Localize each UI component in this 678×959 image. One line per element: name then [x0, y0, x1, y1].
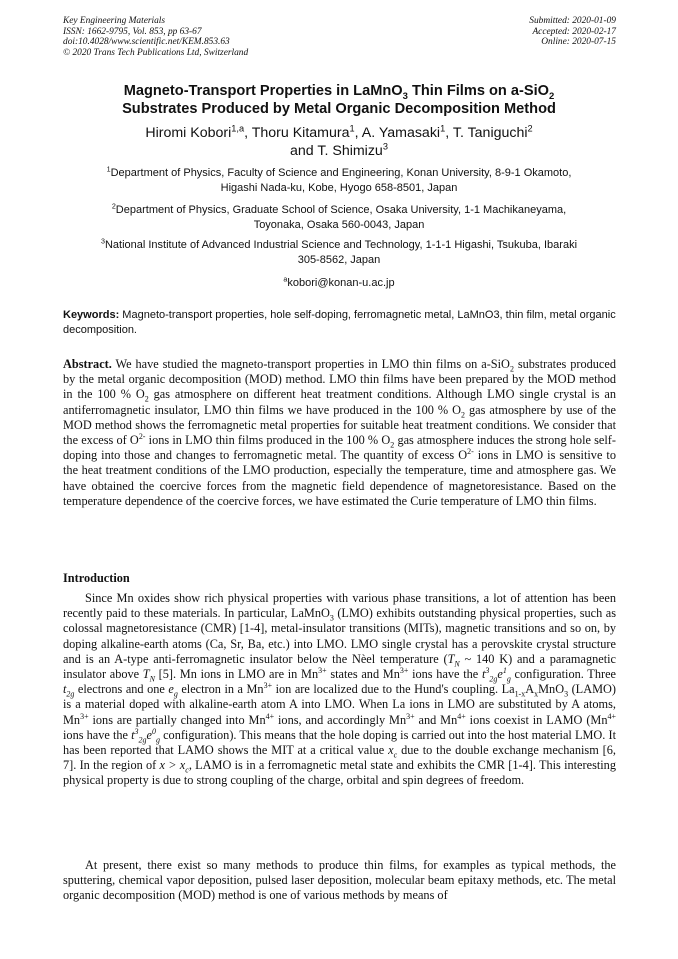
journal-copyright: © 2020 Trans Tech Publications Ltd, Switzerland — [63, 47, 249, 58]
keywords-label: Keywords: — [63, 309, 120, 321]
submitted-date: Submitted: 2020-01-09 — [529, 16, 616, 26]
author-list: Hiromi Kobori$^{1,a}$, Thoru Kitamura$^1$, A. Yamasaki$^1$, T. Taniguchi$^2$ and T. Shimizu$^3$ — [145, 123, 533, 159]
journal-doi: doi:10.4028/www.scientific.net/KEM.853.63 — [63, 37, 230, 48]
journal-issn: ISSN: 1662-9795, Vol. 853, pp 63-67 — [63, 26, 202, 37]
section-heading-introduction: Introduction — [63, 571, 130, 585]
accepted-date: Accepted: 2020-02-17 — [532, 26, 616, 37]
affiliation-2: $^2$Department of Physics, Graduate School of Science, Osaka University, 1-1 Machikaneyama, Toyonaka, Osaka 560-0043, Japan — [111, 202, 567, 231]
config-t2g3-eg1: $t^3_{2g}e^1_g$ — [481, 665, 511, 684]
keywords-text: Magneto-transport properties, hole self-doping, ferromagnetic metal, LaMnO3, thin film, metal organic decomposition. — [63, 309, 616, 336]
affiliation-1: $^1$Department of Physics, Faculty of Science and Engineering, Konan University, 8-9-1 Okamoto, Higashi Nada-ku, Kobe, Hyogo 658-8501, Japan — [106, 165, 572, 194]
journal-info — [63, 16, 248, 58]
intro-paragraph-1: Since Mn oxides show rich physical properties with various phase transitions, a lot of attention has been recently paid to these materials. In particular, LaMnO$_3$ (LMO) exhibits outstanding physical properties, such as colossal magnetoresistance (CMR) [1-4], metal-insulator transitions (MITs), magnetic transitions and so on, by doping alkaline-earth atoms (Ca, Sr, Ba, etc.) into LMO. LMO single crystal has a perovskite crystal structure and is an A-type anti-ferromagnetic insulator below the Nèel temperature ($T_N$ ~ 140 K) and a paramagnetic insulator above $T_N$ [5]. Mn ions in LMO are in $Mn^{3+}$ states and $Mn^{3+}$ ions have the $t^3_{2g}e^1_g$ configuration. Three $t_{2g}$ electrons and one $e_g$ electron in a $Mn^{3+}$ ion are localized due to the Hund's coupling. $La_{1-x}A_xMnO_3$ (LAMO) is a material doped with alkaline-earth atom A into LMO. When La ions in LMO are substituted by A atoms, $Mn^{3+}$ ions are partially changed into $Mn^{4+}$ ions, and accordingly $Mn^{3+}$ and $Mn^{4+}$ ions coexist in LAMO ($Mn^{4+}$ ions have the $t^3_{2g}e^0_g$ configuration). This means that the hole doping is carried out into the host material LMO. It has been reported that LAMO shows the MIT at a critical value $x_c$ due to the double exchange mechanism [6, 7]. In the region of $x > x_c$, LAMO is in a ferromagnetic metal state and exhibits the CMR [1-4]. This interesting physical property is due to strong coupling of the charge, orbital and spin degrees of freedom. — [63, 591, 616, 788]
keywords — [63, 308, 616, 337]
online-date: Online: 2020-07-15 — [541, 37, 616, 48]
submission-dates — [529, 16, 616, 48]
intro-paragraph-2: At present, there exist so many methods to produce thin films, for examples as typical methods, the sputtering, chemical vapor deposition, pulsed laser deposition, molecular beam epitaxy methods, etc. The metal organic decomposition (MOD) method is one of various methods by means of — [63, 858, 616, 903]
abstract-label: Abstract. — [63, 357, 112, 371]
affiliation-3: $^3$National Institute of Advanced Industrial Science and Technology, 1-1-1 Higashi, Tsukuba, Ibaraki 305-8562, Japan — [100, 237, 578, 266]
journal-name: Key Engineering Materials — [63, 16, 166, 26]
author-email[interactable]: $^a$kobori@konan-u.ac.jp — [283, 275, 395, 289]
paper-title: Magneto-Transport Properties in LaMnO$_3$ Thin Films on a-SiO$_2$ Substrates Produced by Metal Organic Decomposition Method — [122, 83, 556, 117]
abstract: Abstract. We have studied the magneto-transport properties in LMO thin films on a-SiO$_2$ substrates produced by the metal organic decomposition (MOD) method. LMO thin films have been prepared by the MOD method in the 100 % $O_2$ gas atmosphere on different heat treatment conditions. Although LMO single crystal is an antiferromagnetic insulator, LMO thin films we have produced in the 100 % $O_2$ gas atmosphere by use of the MOD method shows the ferromagnetic metal properties for suitable heat treatment conditions. We consider that the excess of $O^{2-}$ ions in LMO thin films produced in the 100 % $O_2$ gas atmosphere induces the strong hole self-doping into those and changes to ferromagnetic metal. The quantity of excess $O^{2-}$ ions in LMO is sensitive to the heat treatment conditions of the LMO production, especially the temperature, time and atmosphere gas. We have obtained the coercive forces from the magnetic field dependence of magnetoresistance. Based on the temperature dependence of the coercive forces, we have estimated the Curie temperature of LMO thin films. — [63, 357, 616, 508]
config-t2g3-eg0: $t^3_{2g}e^0_g$ — [131, 726, 160, 745]
